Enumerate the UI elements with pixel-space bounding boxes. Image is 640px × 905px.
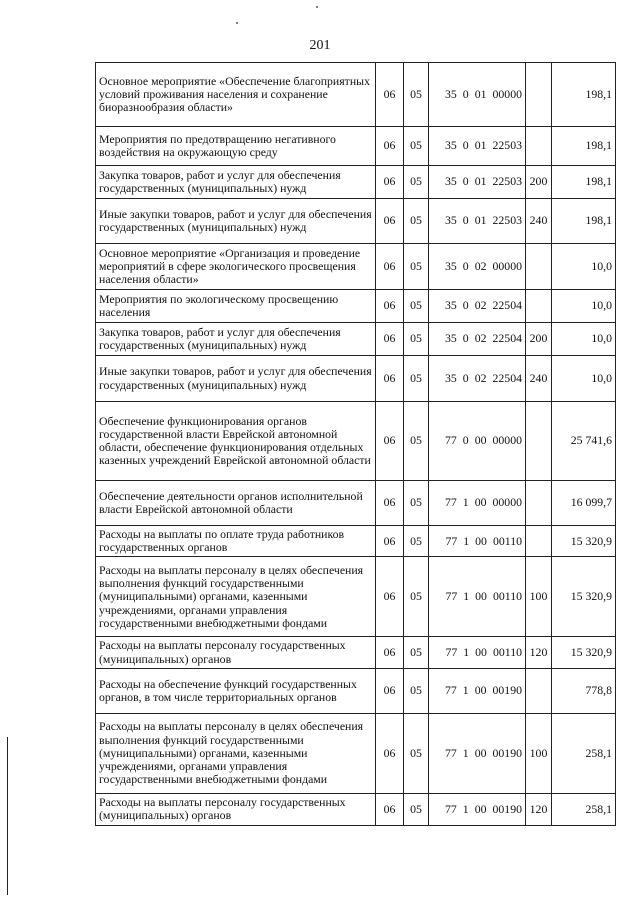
direction-code: 00190: [492, 801, 522, 816]
event-code: 02: [474, 258, 487, 273]
expense-type-code: [526, 402, 552, 481]
event-code: 01: [474, 138, 487, 153]
subsection-code: 05: [404, 244, 429, 290]
event-code: 01: [474, 86, 487, 101]
expense-type-code: 100: [526, 557, 552, 637]
program-code: 35: [445, 331, 457, 346]
direction-code: 00110: [492, 645, 522, 659]
target-article-code: [429, 244, 526, 290]
subprogram-code: 0: [462, 331, 469, 346]
expense-name: Обеспечение функционирования органов государственной власти Еврейской автономной области, обеспечение функционирования отдельных казенных учреждений Еврейской автономной области: [96, 402, 376, 481]
subprogram-code: 1: [463, 589, 470, 604]
amount: 15 320,9: [552, 637, 616, 668]
expense-type-code: [526, 127, 552, 166]
direction-code: 22504: [492, 331, 522, 346]
subsection-code: 05: [404, 481, 429, 526]
page-number: 201: [309, 38, 331, 53]
event-code: 00: [475, 589, 487, 604]
target-article-code: [429, 290, 526, 323]
expense-type-code: 200: [526, 323, 552, 356]
section-code: 06: [376, 63, 404, 127]
expense-name: Расходы на выплаты персоналу в целях обеспечения выполнения функций государственными (муниципальными) органами, казенными учреждениями, органами управления государственными внебюджетными фондами: [96, 557, 376, 637]
table-row: [96, 166, 616, 199]
subsection-code: 05: [404, 356, 429, 402]
target-article-code: [429, 668, 526, 713]
subsection-code: 05: [404, 166, 429, 199]
table-row: [96, 637, 616, 668]
event-code: 00: [475, 533, 487, 548]
subprogram-code: 0: [462, 213, 469, 228]
target-article-code: [429, 557, 526, 637]
direction-code: 00110: [492, 589, 522, 604]
target-article-code: [429, 637, 526, 668]
program-code: 35: [445, 86, 457, 101]
section-code: 06: [376, 290, 404, 323]
program-code: 77: [445, 745, 457, 760]
amount: 198,1: [552, 63, 616, 127]
event-code: 01: [474, 174, 487, 189]
program-code: 77: [445, 683, 457, 698]
expense-name: Иные закупки товаров, работ и услуг для обеспечения государственных (муниципальных) нужд: [96, 356, 376, 402]
expense-name: Расходы на выплаты по оплате труда работников государственных органов: [96, 526, 376, 557]
section-code: 06: [376, 526, 404, 557]
direction-code: 22503: [492, 138, 522, 153]
section-code: 06: [376, 713, 404, 793]
subprogram-code: 1: [463, 645, 470, 659]
expense-name: Расходы на обеспечение функций государственных органов, в том числе территориальных органов: [96, 668, 376, 713]
event-code: 00: [474, 801, 487, 816]
direction-code: 00110: [492, 533, 522, 548]
table-row: [96, 557, 616, 637]
section-code: 06: [376, 637, 404, 668]
expense-type-code: 240: [526, 356, 552, 402]
amount: 198,1: [552, 127, 616, 166]
expense-name: Мероприятия по экологическому просвещению населения: [96, 290, 376, 323]
program-code: 77: [445, 589, 458, 604]
program-code: 35: [445, 298, 457, 313]
expense-name: Расходы на выплаты персоналу государственных (муниципальных) органов: [96, 793, 376, 825]
event-code: 02: [474, 298, 487, 313]
program-code: 35: [445, 370, 457, 385]
scan-margin-line: [7, 737, 8, 895]
expense-type-code: 120: [526, 637, 552, 668]
subprogram-code: 0: [462, 138, 469, 153]
program-code: 35: [445, 213, 457, 228]
section-code: 06: [376, 127, 404, 166]
table-body: [96, 63, 616, 826]
amount: 10,0: [552, 323, 616, 356]
program-code: 77: [445, 433, 457, 448]
section-code: 06: [376, 323, 404, 356]
program-code: 35: [445, 174, 457, 189]
subprogram-code: 1: [462, 745, 469, 760]
section-code: 06: [376, 793, 404, 825]
expense-type-code: [526, 526, 552, 557]
subsection-code: 05: [404, 526, 429, 557]
subprogram-code: 1: [462, 801, 469, 816]
direction-code: 00000: [492, 258, 522, 273]
expense-type-code: [526, 63, 552, 127]
program-code: 35: [445, 258, 457, 273]
direction-code: 00190: [492, 745, 522, 760]
subsection-code: 05: [404, 290, 429, 323]
direction-code: 00000: [492, 86, 522, 101]
direction-code: 00000: [492, 433, 522, 448]
target-article-code: [429, 356, 526, 402]
expense-type-code: [526, 244, 552, 290]
target-article-code: [429, 127, 526, 166]
amount: 778,8: [552, 668, 616, 713]
direction-code: 22504: [492, 298, 522, 313]
section-code: 06: [376, 244, 404, 290]
expense-name: Расходы на выплаты персоналу в целях обеспечения выполнения функций государственными (муниципальными) органами, казенными учреждениями, органами управления государственными внебюджетными фондами: [96, 713, 376, 793]
table-row: [96, 290, 616, 323]
direction-code: 00000: [492, 495, 522, 510]
program-code: 35: [445, 138, 457, 153]
table-row: [96, 323, 616, 356]
table-row: [96, 526, 616, 557]
target-article-code: [429, 166, 526, 199]
expense-type-code: 100: [526, 713, 552, 793]
subsection-code: 05: [404, 557, 429, 637]
event-code: 02: [474, 331, 487, 346]
subsection-code: 05: [404, 127, 429, 166]
table-row: [96, 63, 616, 127]
expense-type-code: [526, 290, 552, 323]
expense-type-code: [526, 481, 552, 526]
target-article-code: [429, 63, 526, 127]
target-article-code: [429, 526, 526, 557]
program-code: 77: [445, 801, 457, 816]
amount: 258,1: [552, 713, 616, 793]
event-code: 00: [474, 495, 487, 510]
amount: 10,0: [552, 244, 616, 290]
section-code: 06: [376, 668, 404, 713]
table-row: [96, 127, 616, 166]
expense-type-code: [526, 668, 552, 713]
scan-speck: [236, 22, 238, 24]
section-code: 06: [376, 356, 404, 402]
expense-name: Расходы на выплаты персоналу государственных (муниципальных) органов: [96, 637, 376, 668]
amount: 10,0: [552, 356, 616, 402]
target-article-code: [429, 481, 526, 526]
target-article-code: [429, 402, 526, 481]
amount: 16 099,7: [552, 481, 616, 526]
amount: 258,1: [552, 793, 616, 825]
subsection-code: 05: [404, 402, 429, 481]
section-code: 06: [376, 199, 404, 244]
direction-code: 22503: [492, 174, 522, 189]
subsection-code: 05: [404, 793, 429, 825]
event-code: 00: [475, 645, 487, 659]
subsection-code: 05: [404, 199, 429, 244]
event-code: 00: [474, 683, 487, 698]
section-code: 06: [376, 402, 404, 481]
event-code: 00: [474, 745, 487, 760]
amount: 15 320,9: [552, 526, 616, 557]
expense-name: Иные закупки товаров, работ и услуг для обеспечения государственных (муниципальных) нужд: [96, 199, 376, 244]
expense-name: Мероприятия по предотвращению негативного воздействия на окружающую среду: [96, 127, 376, 166]
subprogram-code: 1: [463, 533, 470, 548]
subsection-code: 05: [404, 637, 429, 668]
subsection-code: 05: [404, 63, 429, 127]
subprogram-code: 0: [462, 86, 469, 101]
subprogram-code: 0: [462, 298, 469, 313]
direction-code: 00190: [492, 683, 522, 698]
subprogram-code: 1: [462, 683, 469, 698]
subprogram-code: 0: [462, 174, 469, 189]
subsection-code: 05: [404, 668, 429, 713]
subsection-code: 05: [404, 323, 429, 356]
event-code: 00: [474, 433, 487, 448]
expense-name: Закупка товаров, работ и услуг для обеспечения государственных (муниципальных) нужд: [96, 323, 376, 356]
table-row: [96, 356, 616, 402]
subprogram-code: 0: [462, 370, 469, 385]
expense-name: Обеспечение деятельности органов исполнительной власти Еврейской автономной области: [96, 481, 376, 526]
table-row: [96, 668, 616, 713]
table-row: [96, 793, 616, 825]
amount: 198,1: [552, 166, 616, 199]
subprogram-code: 0: [462, 258, 469, 273]
expense-name: Закупка товаров, работ и услуг для обеспечения государственных (муниципальных) нужд: [96, 166, 376, 199]
amount: 15 320,9: [552, 557, 616, 637]
scan-speck: [316, 6, 318, 8]
target-article-code: [429, 713, 526, 793]
expense-name: Основное мероприятие «Организация и проведение мероприятий в сфере экологического просвещения населения области»: [96, 244, 376, 290]
expense-type-code: 200: [526, 166, 552, 199]
direction-code: 22504: [492, 370, 522, 385]
subsection-code: 05: [404, 713, 429, 793]
expense-name: Основное мероприятие «Обеспечение благоприятных условий проживания населения и сохранение биоразнообразия области»: [96, 63, 376, 127]
subprogram-code: 0: [462, 433, 469, 448]
section-code: 06: [376, 166, 404, 199]
target-article-code: [429, 793, 526, 825]
budget-table: [95, 62, 616, 826]
expense-type-code: 120: [526, 793, 552, 825]
section-code: 06: [376, 557, 404, 637]
target-article-code: [429, 323, 526, 356]
event-code: 02: [474, 370, 487, 385]
program-code: 77: [445, 533, 458, 548]
event-code: 01: [474, 213, 487, 228]
table-row: [96, 481, 616, 526]
table-row: [96, 713, 616, 793]
direction-code: 22503: [492, 213, 522, 228]
expense-type-code: 240: [526, 199, 552, 244]
table-row: [96, 402, 616, 481]
amount: 10,0: [552, 290, 616, 323]
table-row: [96, 199, 616, 244]
table-row: [96, 244, 616, 290]
subprogram-code: 1: [462, 495, 469, 510]
amount: 198,1: [552, 199, 616, 244]
program-code: 77: [445, 495, 457, 510]
section-code: 06: [376, 481, 404, 526]
target-article-code: [429, 199, 526, 244]
program-code: 77: [445, 645, 458, 659]
amount: 25 741,6: [552, 402, 616, 481]
